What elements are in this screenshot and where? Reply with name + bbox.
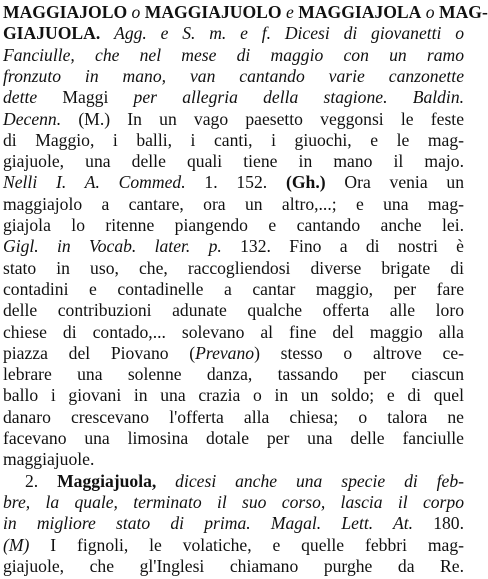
source-citation: Gigl. in Vocab. later. p.	[3, 236, 222, 257]
entry-line-6	[3, 109, 464, 130]
source-citation: Decenn.	[3, 108, 62, 129]
quotation-text: lebrare una solenne danza, tassando per ciascun	[3, 364, 464, 385]
entry-line-14	[3, 279, 464, 300]
definition-text: bre, la quale, terminato il suo corso, lascia il corpo	[3, 491, 464, 512]
entry-line-8	[3, 151, 464, 172]
entry-line-11	[3, 215, 464, 236]
quotation-text: chiese di contado,... solevano al fine del maggio alla	[3, 321, 464, 342]
entry-line-20	[3, 407, 464, 428]
quotation-text: danaro crescevano l'offerta alla chiesa; o talora ne	[3, 406, 464, 427]
quotation-text: di Maggio, i balli, i canti, i giuochi, e le mag-	[3, 129, 464, 150]
entry-line-23	[3, 471, 464, 492]
quotation-text: Ora venia un	[344, 172, 465, 193]
entry-line-2	[3, 23, 464, 44]
quotation-text: I fignoli, le volatiche, e quelle febbri mag-	[50, 534, 464, 555]
entry-line-4	[3, 66, 464, 87]
headword: MAGGIAJOLO	[3, 2, 128, 22]
entry-line-13	[3, 258, 464, 279]
entry-line-15	[3, 300, 464, 321]
entry-line-17: piazza del Piovano (Prevano) stesso o altrove ce-	[3, 342, 464, 363]
dictionary-entry	[3, 2, 488, 577]
definition-text: dicesi anche una specie di feb-	[175, 470, 464, 491]
sense-headword: Maggiajuola,	[57, 470, 157, 491]
source-mark: (Gh.)	[285, 172, 326, 193]
source-citation: Magal. Lett. At.	[270, 513, 414, 534]
quotation-text: giajuole, una delle quali tiene in mano il majo.	[3, 151, 464, 172]
quotation-text: Fino a di nostri è	[289, 236, 464, 257]
definition-text: Dicesi di giovanetti o	[284, 23, 465, 44]
quotation-text: maggiajuole.	[3, 449, 95, 470]
headword-variant: MAGGIAJUOLO	[144, 2, 282, 22]
entry-line-10	[3, 194, 464, 215]
sense-number: 2.	[25, 470, 39, 491]
entry-line-16	[3, 322, 464, 343]
source-mark: (M)	[3, 534, 30, 555]
entry-line-3	[3, 45, 464, 66]
entry-line-21	[3, 428, 464, 449]
entry-line-1: MAGGIAJOLO o MAGGIAJUOLO e MAGGIAJOLA o MAG-	[3, 2, 488, 22]
quotation-text: delle contribuzioni adunate qualche offerta alle loro	[3, 300, 464, 321]
quotation-text: ballo i giovani in una crazia o in un soldo; e di quel	[3, 385, 464, 406]
entry-line-12: Gigl. in Vocab. later. p. 132. Fino a di nostri è	[3, 236, 464, 257]
entry-line-19	[3, 385, 464, 406]
headword-variant: GIAJUOLA.	[3, 23, 101, 44]
entry-line-24	[3, 492, 464, 513]
entry-line-7	[3, 130, 464, 151]
quotation-text: contadini e contadinelle a cantar maggio, per fare	[3, 278, 464, 299]
quotation-text: maggiajolo a cantare, ora un altro,...; e una mag-	[3, 193, 464, 214]
entry-line-5: dette Maggi per allegria della stagione. Baldin.	[3, 87, 465, 108]
headword-variant: MAG-	[438, 2, 488, 22]
source-citation: Baldin.	[412, 87, 465, 108]
quotation-text: stato in uso, che, raccogliendosi diverse brigate di	[3, 257, 464, 278]
headword-variant: MAGGIAJOLA	[298, 2, 422, 22]
definition-text: Fanciulle, che nel mese di maggio con un ramo	[3, 44, 464, 65]
grammar-label: Agg. e S. m. e f.	[114, 23, 272, 44]
source-citation: Nelli I. A. Commed.	[3, 172, 186, 193]
entry-line-27	[3, 556, 464, 577]
definition-text: fronzuto in mano, van cantando varie canzonette	[3, 65, 464, 86]
quotation-text: In un vago paesetto veggonsi le feste	[127, 108, 464, 129]
quotation-text: giajola lo ritenne piangendo e cantando anche lei.	[3, 215, 464, 235]
definition-text: in migliore stato di prima.	[3, 513, 251, 534]
entry-line-26	[3, 535, 464, 556]
source-mark: (M.)	[78, 108, 111, 129]
entry-line-22	[3, 449, 464, 470]
entry-line-9: Nelli I. A. Commed. 1. 152. (Gh.) Ora venia un	[3, 172, 465, 193]
quotation-text: giajuole, che gl'Inglesi chiamano purghe da Re.	[3, 555, 464, 576]
entry-line-25: in migliore stato di prima. Magal. Lett. At. 180.	[3, 513, 464, 534]
quotation-text: facevano una limosina dotale per una delle fanciulle	[3, 428, 464, 448]
entry-line-18	[3, 364, 464, 385]
